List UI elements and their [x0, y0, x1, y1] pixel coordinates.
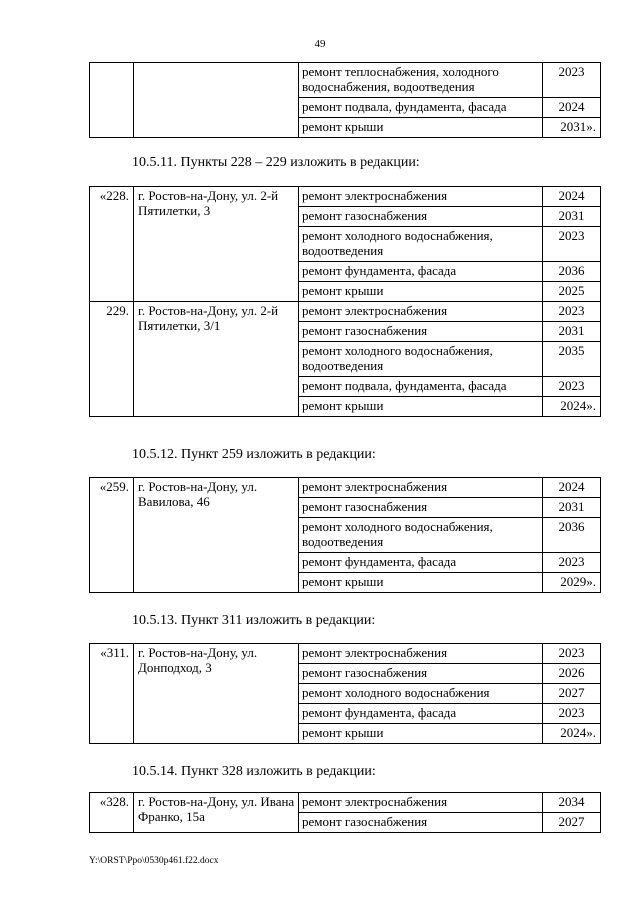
item-number: «228.: [90, 187, 134, 302]
year-cell: 2023: [543, 63, 601, 98]
table-row: [90, 644, 601, 664]
work-cell: ремонт электроснабжения: [299, 187, 543, 207]
address-cell: г. Ростов-на-Дону, ул. Вавилова, 46: [134, 478, 299, 593]
year-cell: 2027: [543, 684, 601, 704]
year-cell: 2024».: [543, 724, 601, 744]
work-cell: ремонт газоснабжения: [299, 664, 543, 684]
work-cell: ремонт газоснабжения: [299, 322, 543, 342]
address-cell: г. Ростов-на-Дону, ул. Донподход, 3: [134, 644, 299, 744]
item-number: «328.: [90, 793, 134, 833]
year-cell: 2023: [543, 644, 601, 664]
year-cell: 2036: [543, 518, 601, 553]
year-cell: 2023: [543, 704, 601, 724]
table-continuation: [89, 62, 601, 138]
table-row: [90, 187, 601, 207]
work-cell: ремонт теплоснабжения, холодного водоснабжения, водоотведения: [299, 63, 543, 98]
work-cell: ремонт фундамента, фасада: [299, 553, 543, 573]
year-cell: 2031: [543, 207, 601, 227]
work-cell: ремонт крыши: [299, 282, 543, 302]
year-cell: 2027: [543, 813, 601, 833]
address-cell: г. Ростов-на-Дону, ул. Ивана Франко, 15а: [134, 793, 299, 833]
work-cell: ремонт холодного водоснабжения, водоотведения: [299, 518, 543, 553]
year-cell: 2026: [543, 664, 601, 684]
work-cell: ремонт электроснабжения: [299, 302, 543, 322]
table-row: [90, 63, 601, 98]
paragraph-10-5-13: 10.5.13. Пункт 311 изложить в редакции:: [132, 613, 376, 628]
year-cell: 2031».: [543, 118, 601, 138]
table-row: [90, 793, 601, 813]
table-item-328: [89, 792, 601, 833]
work-cell: ремонт фундамента, фасада: [299, 704, 543, 724]
work-cell: ремонт холодного водоснабжения, водоотведения: [299, 342, 543, 377]
work-cell: ремонт электроснабжения: [299, 478, 543, 498]
work-cell: ремонт подвала, фундамента, фасада: [299, 98, 543, 118]
work-cell: ремонт крыши: [299, 397, 543, 417]
work-cell: ремонт подвала, фундамента, фасада: [299, 377, 543, 397]
year-cell: 2036: [543, 262, 601, 282]
year-cell: 2031: [543, 322, 601, 342]
year-cell: 2029».: [543, 573, 601, 593]
year-cell: 2023: [543, 553, 601, 573]
work-cell: ремонт крыши: [299, 573, 543, 593]
year-cell: 2031: [543, 498, 601, 518]
year-cell: 2023: [543, 227, 601, 262]
table-row: [90, 478, 601, 498]
address-cell: г. Ростов-на-Дону, ул. 2-й Пятилетки, 3/1: [134, 302, 299, 417]
item-number: [90, 63, 134, 138]
year-cell: 2034: [543, 793, 601, 813]
year-cell: 2024: [543, 187, 601, 207]
year-cell: 2024: [543, 98, 601, 118]
item-number: «311.: [90, 644, 134, 744]
table-row: [90, 302, 601, 322]
file-path-footer: Y:\ORST\Ppo\0530p461.f22.docx: [89, 856, 219, 866]
table-item-311: [89, 643, 601, 744]
item-number: 229.: [90, 302, 134, 417]
year-cell: 2035: [543, 342, 601, 377]
work-cell: ремонт газоснабжения: [299, 813, 543, 833]
work-cell: ремонт газоснабжения: [299, 498, 543, 518]
work-cell: ремонт холодного водоснабжения: [299, 684, 543, 704]
year-cell: 2023: [543, 302, 601, 322]
paragraph-10-5-11: 10.5.11. Пункты 228 – 229 изложить в редакции:: [132, 155, 420, 170]
year-cell: 2025: [543, 282, 601, 302]
work-cell: ремонт крыши: [299, 724, 543, 744]
work-cell: ремонт газоснабжения: [299, 207, 543, 227]
table-item-259: [89, 477, 601, 593]
work-cell: ремонт электроснабжения: [299, 644, 543, 664]
address-cell: [134, 63, 299, 138]
item-number: «259.: [90, 478, 134, 593]
paragraph-10-5-12: 10.5.12. Пункт 259 изложить в редакции:: [132, 447, 376, 462]
work-cell: ремонт крыши: [299, 118, 543, 138]
address-cell: г. Ростов-на-Дону, ул. 2-й Пятилетки, 3: [134, 187, 299, 302]
year-cell: 2023: [543, 377, 601, 397]
work-cell: ремонт холодного водоснабжения, водоотведения: [299, 227, 543, 262]
year-cell: 2024».: [543, 397, 601, 417]
table-items-228-229: [89, 186, 601, 417]
work-cell: ремонт электроснабжения: [299, 793, 543, 813]
page-number: 49: [314, 38, 326, 50]
paragraph-10-5-14: 10.5.14. Пункт 328 изложить в редакции:: [132, 764, 376, 779]
work-cell: ремонт фундамента, фасада: [299, 262, 543, 282]
year-cell: 2024: [543, 478, 601, 498]
